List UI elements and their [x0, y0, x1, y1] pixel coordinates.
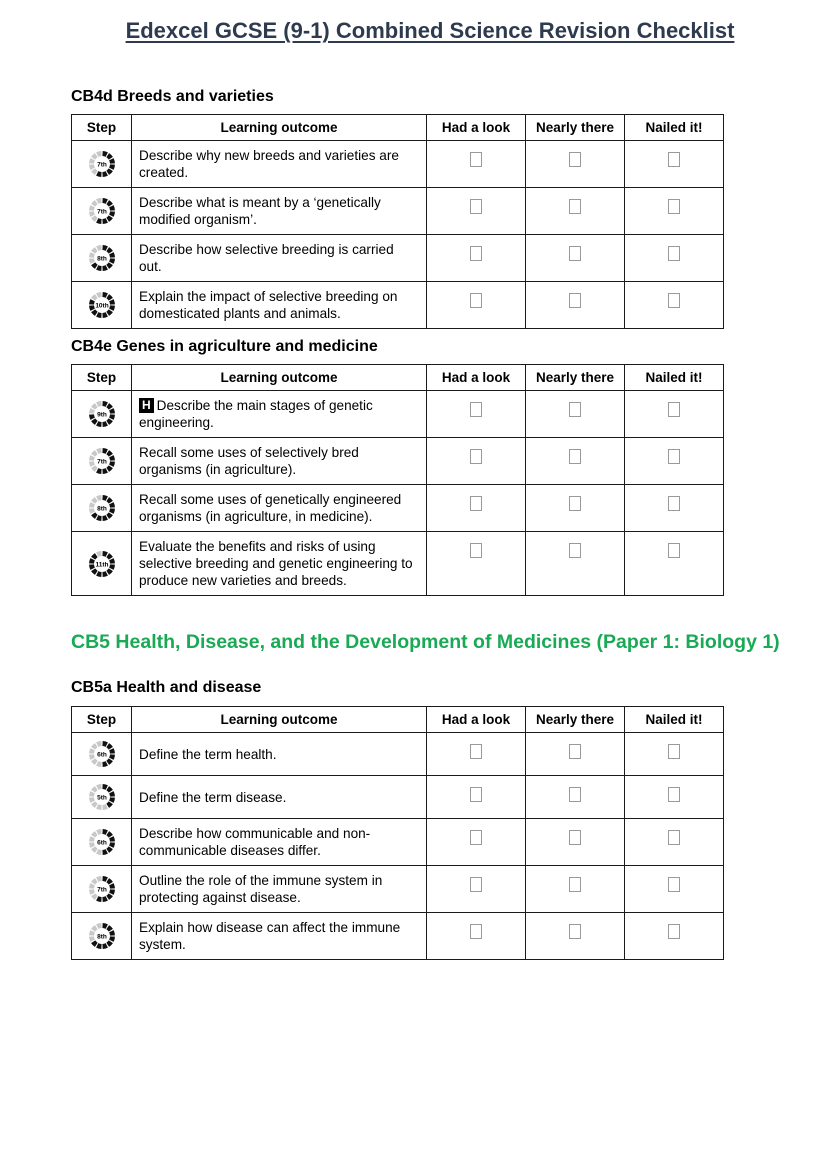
learning-outcome: Explain how disease can affect the immune system.	[132, 913, 427, 960]
step-cell	[72, 819, 132, 866]
had-a-look-checkbox[interactable]	[470, 924, 482, 939]
svg-text:7th: 7th	[96, 208, 107, 216]
learning-outcome: Describe why new breeds and varieties are created.	[132, 141, 427, 188]
column-header-had-a-look: Had a look	[427, 115, 526, 141]
step-progress-icon	[88, 197, 116, 225]
nearly-there-checkbox[interactable]	[569, 830, 581, 845]
svg-text:9th: 9th	[96, 411, 107, 419]
column-header-nailed-it: Nailed it!	[625, 707, 724, 733]
section-heading-cb5a: CB5a Health and disease	[71, 679, 262, 696]
nearly-there-checkbox[interactable]	[569, 199, 581, 214]
step-progress-icon	[88, 291, 116, 319]
step-progress-icon	[88, 244, 116, 272]
had-a-look-checkbox[interactable]	[470, 246, 482, 261]
table-row	[72, 391, 724, 438]
step-progress-icon	[88, 875, 116, 903]
section-heading-cb4d: CB4d Breeds and varieties	[71, 88, 274, 105]
had-a-look-checkbox[interactable]	[470, 449, 482, 464]
column-header-nailed-it: Nailed it!	[625, 115, 724, 141]
nearly-there-checkbox[interactable]	[569, 152, 581, 167]
column-header-outcome: Learning outcome	[132, 707, 427, 733]
svg-text:10th: 10th	[94, 302, 109, 310]
step-progress-icon	[88, 550, 116, 578]
nailed-it-checkbox[interactable]	[668, 152, 680, 167]
page-title: Edexcel GCSE (9-1) Combined Science Revision Checklist	[125, 18, 735, 43]
step-cell	[72, 235, 132, 282]
step-progress-icon	[88, 494, 116, 522]
nearly-there-checkbox[interactable]	[569, 877, 581, 892]
higher-tier-badge: H	[139, 398, 154, 413]
nailed-it-checkbox[interactable]	[668, 246, 680, 261]
step-progress-icon	[88, 783, 116, 811]
learning-outcome: Describe what is meant by a ‘genetically modified organism’.	[132, 188, 427, 235]
table-row	[72, 282, 724, 329]
step-progress-icon	[88, 447, 116, 475]
learning-outcome	[132, 391, 427, 438]
table-row	[72, 776, 724, 819]
svg-text:7th: 7th	[96, 458, 107, 466]
had-a-look-checkbox[interactable]	[470, 877, 482, 892]
svg-text:6th: 6th	[96, 751, 107, 759]
table-row	[72, 235, 724, 282]
column-header-step: Step	[72, 707, 132, 733]
svg-text:6th: 6th	[96, 839, 107, 847]
step-cell	[72, 485, 132, 532]
nailed-it-checkbox[interactable]	[668, 924, 680, 939]
svg-text:8th: 8th	[96, 255, 107, 263]
checklist-table-cb5a	[71, 706, 724, 960]
step-cell	[72, 141, 132, 188]
had-a-look-checkbox[interactable]	[470, 293, 482, 308]
svg-text:7th: 7th	[96, 886, 107, 894]
step-progress-icon	[88, 740, 116, 768]
step-cell	[72, 733, 132, 776]
nearly-there-checkbox[interactable]	[569, 496, 581, 511]
nailed-it-checkbox[interactable]	[668, 199, 680, 214]
learning-outcome: Describe how selective breeding is carried out.	[132, 235, 427, 282]
table-row	[72, 485, 724, 532]
had-a-look-checkbox[interactable]	[470, 152, 482, 167]
learning-outcome: Evaluate the benefits and risks of using selective breeding and genetic engineering to produce new varieties and breeds.	[132, 532, 427, 596]
had-a-look-checkbox[interactable]	[470, 402, 482, 417]
learning-outcome: Recall some uses of genetically engineered organisms (in agriculture, in medicine).	[132, 485, 427, 532]
had-a-look-checkbox[interactable]	[470, 543, 482, 558]
nearly-there-checkbox[interactable]	[569, 543, 581, 558]
learning-outcome: Outline the role of the immune system in protecting against disease.	[132, 866, 427, 913]
table-row	[72, 913, 724, 960]
nearly-there-checkbox[interactable]	[569, 246, 581, 261]
had-a-look-checkbox[interactable]	[470, 830, 482, 845]
column-header-step: Step	[72, 115, 132, 141]
table-row	[72, 866, 724, 913]
step-cell	[72, 866, 132, 913]
step-progress-icon	[88, 400, 116, 428]
column-header-nearly-there: Nearly there	[526, 115, 625, 141]
learning-outcome: Recall some uses of selectively bred organisms (in agriculture).	[132, 438, 427, 485]
table-row	[72, 141, 724, 188]
nailed-it-checkbox[interactable]	[668, 787, 680, 802]
had-a-look-checkbox[interactable]	[470, 496, 482, 511]
nearly-there-checkbox[interactable]	[569, 293, 581, 308]
chapter-heading-cb5: CB5 Health, Disease, and the Development of Medicines (Paper 1: Biology 1)	[71, 631, 780, 653]
column-header-had-a-look: Had a look	[427, 707, 526, 733]
svg-text:8th: 8th	[96, 505, 107, 513]
step-cell	[72, 282, 132, 329]
nailed-it-checkbox[interactable]	[668, 877, 680, 892]
table-row	[72, 532, 724, 596]
nailed-it-checkbox[interactable]	[668, 293, 680, 308]
step-progress-icon	[88, 828, 116, 856]
learning-outcome: Define the term health.	[132, 733, 427, 776]
had-a-look-checkbox[interactable]	[470, 787, 482, 802]
step-cell	[72, 391, 132, 438]
nailed-it-checkbox[interactable]	[668, 744, 680, 759]
column-header-step: Step	[72, 365, 132, 391]
had-a-look-checkbox[interactable]	[470, 744, 482, 759]
nailed-it-checkbox[interactable]	[668, 402, 680, 417]
svg-text:7th: 7th	[96, 161, 107, 169]
column-header-nailed-it: Nailed it!	[625, 365, 724, 391]
section-heading-cb4e: CB4e Genes in agriculture and medicine	[71, 338, 378, 355]
nearly-there-checkbox[interactable]	[569, 402, 581, 417]
step-progress-icon	[88, 150, 116, 178]
step-cell	[72, 188, 132, 235]
step-cell	[72, 913, 132, 960]
checklist-table-cb4e	[71, 364, 724, 596]
had-a-look-checkbox[interactable]	[470, 199, 482, 214]
column-header-nearly-there: Nearly there	[526, 365, 625, 391]
nailed-it-checkbox[interactable]	[668, 830, 680, 845]
table-row	[72, 438, 724, 485]
nearly-there-checkbox[interactable]	[569, 924, 581, 939]
step-cell	[72, 532, 132, 596]
learning-outcome-text: Describe the main stages of genetic engineering.	[139, 398, 373, 430]
table-row	[72, 188, 724, 235]
column-header-nearly-there: Nearly there	[526, 707, 625, 733]
nailed-it-checkbox[interactable]	[668, 449, 680, 464]
nearly-there-checkbox[interactable]	[569, 449, 581, 464]
step-cell	[72, 438, 132, 485]
column-header-had-a-look: Had a look	[427, 365, 526, 391]
svg-text:5th: 5th	[96, 794, 107, 802]
nailed-it-checkbox[interactable]	[668, 496, 680, 511]
checklist-table-cb4d	[71, 114, 724, 329]
table-row	[72, 733, 724, 776]
nearly-there-checkbox[interactable]	[569, 744, 581, 759]
column-header-outcome: Learning outcome	[132, 115, 427, 141]
step-cell	[72, 776, 132, 819]
learning-outcome: Explain the impact of selective breeding on domesticated plants and animals.	[132, 282, 427, 329]
step-progress-icon	[88, 922, 116, 950]
nailed-it-checkbox[interactable]	[668, 543, 680, 558]
column-header-outcome: Learning outcome	[132, 365, 427, 391]
learning-outcome: Define the term disease.	[132, 776, 427, 819]
svg-text:11th: 11th	[94, 561, 109, 568]
table-row	[72, 819, 724, 866]
nearly-there-checkbox[interactable]	[569, 787, 581, 802]
learning-outcome: Describe how communicable and non-communicable diseases differ.	[132, 819, 427, 866]
svg-text:8th: 8th	[96, 933, 107, 941]
